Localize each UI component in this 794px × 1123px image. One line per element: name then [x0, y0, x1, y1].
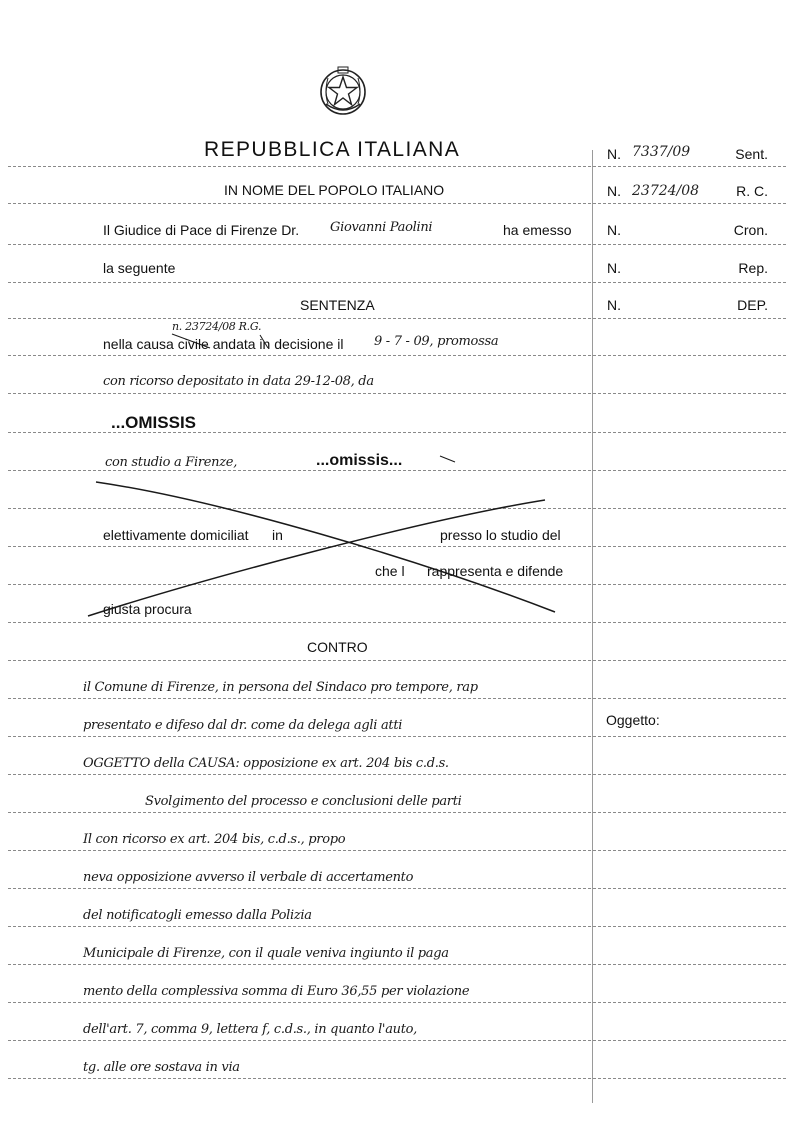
- hand-line-11: tg. alle ore sostava in via: [83, 1060, 240, 1075]
- ref-suffix-rc: R. C.: [736, 183, 768, 199]
- sentenza-heading: SENTENZA: [300, 297, 375, 313]
- ref-suffix-rep: Rep.: [738, 260, 768, 276]
- ricorso-hand: con ricorso depositato in data 29-12-08, da: [103, 374, 374, 389]
- hand-line-6: neva opposizione avverso il verbale di accertamento: [83, 870, 414, 885]
- emblem-icon: [316, 64, 370, 118]
- ref-label-rep: N.: [607, 260, 621, 276]
- hand-line-7: del notificatogli emesso dalla Polizia: [83, 908, 312, 923]
- ref-suffix-dep: DEP.: [737, 297, 768, 313]
- presso-text: presso lo studio del: [440, 527, 561, 543]
- margin-divider: [592, 150, 593, 1103]
- contro-heading: CONTRO: [307, 639, 368, 655]
- hand-line-4: Svolgimento del processo e conclusioni delle parti: [145, 794, 462, 809]
- giusta-procura-text: giusta procura: [103, 601, 192, 617]
- studio-hand: con studio a Firenze,: [105, 455, 238, 470]
- omissis-heading: ...OMISSIS: [111, 413, 197, 432]
- domicilio-text: elettivamente domiciliat: [103, 527, 249, 543]
- oggetto-label: Oggetto:: [606, 712, 660, 728]
- hand-line-10: dell'art. 7, comma 9, lettera f, c.d.s., in quanto l'auto,: [83, 1022, 418, 1037]
- causa-annotation: n. 23724/08 R.G.: [172, 320, 262, 333]
- la-seguente-text: la seguente: [103, 260, 176, 276]
- che-l-text: che l: [375, 563, 405, 579]
- ref-label-cron: N.: [607, 222, 621, 238]
- ref-suffix-sent: Sent.: [735, 146, 768, 162]
- causa-hand: 9 - 7 - 09, promossa: [374, 334, 499, 349]
- judge-text: Il Giudice di Pace di Firenze Dr.: [103, 222, 300, 238]
- ref-suffix-cron: Cron.: [733, 222, 768, 238]
- ref-label-rc: N.: [607, 183, 621, 199]
- ref-label-sent: N.: [607, 146, 621, 162]
- hand-line-9: mento della complessiva somma di Euro 36,55 per violazione: [83, 984, 470, 999]
- ref-value-rc: 23724/08: [632, 183, 700, 199]
- hand-line-2: presentato e difeso dal dr. come da delega agli atti: [83, 718, 403, 733]
- hand-line-3: OGGETTO della CAUSA: opposizione ex art. 204 bis c.d.s.: [83, 756, 449, 771]
- judge-signature: Giovanni Paolini: [330, 220, 433, 235]
- ref-label-dep: N.: [607, 297, 621, 313]
- hand-line-8: Municipale di Firenze, con il quale veniva ingiunto il paga: [83, 946, 449, 961]
- ha-emesso-text: ha emesso: [503, 222, 572, 238]
- causa-text: nella causa civile andata in decisione il: [103, 336, 344, 352]
- ref-value-sent: 7337/09: [632, 144, 691, 160]
- hand-line-1: il Comune di Firenze, in persona del Sindaco pro tempore, rap: [83, 680, 478, 695]
- document-title: REPUBBLICA ITALIANA: [204, 138, 461, 161]
- hand-line-5: Il con ricorso ex art. 204 bis, c.d.s., propo: [83, 832, 346, 847]
- domicilio-in: in: [272, 527, 283, 543]
- rappresenta-text: rappresenta e difende: [427, 563, 564, 579]
- document-subtitle: IN NOME DEL POPOLO ITALIANO: [224, 182, 445, 198]
- omissis-inline: ...omissis...: [316, 452, 403, 469]
